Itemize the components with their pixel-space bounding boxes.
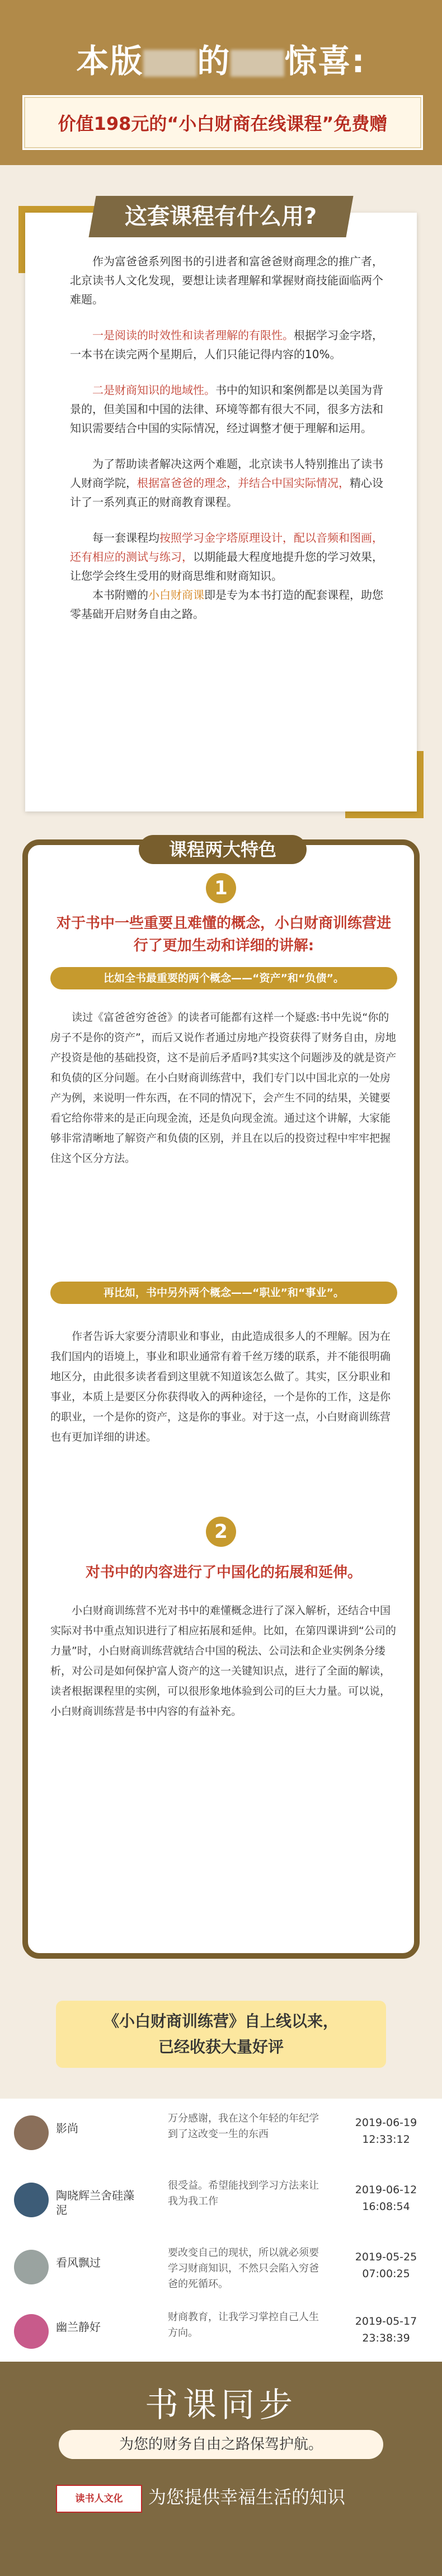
review-date: 2019-06-19 12:33:12	[355, 2117, 417, 2146]
reviewer-name: 陶晓辉兰舍硅藻泥	[56, 2189, 134, 2217]
review-item	[0, 2166, 442, 2239]
reviewer-name: 看风飘过	[56, 2256, 101, 2269]
ribbon-line-2: 已经收获大量好评	[158, 2038, 284, 2056]
ribbon-line-1: 《小白财商训练营》自上线以来，	[103, 2012, 338, 2030]
avatar	[14, 2115, 49, 2150]
concept-pill-2: 再比如，书中另外两个概念——“职业”和“事业”。	[50, 1282, 397, 1304]
gift-subtitle: 价值198元的“小白财商在线课程”免费赠	[22, 95, 423, 150]
paragraph: 本书附赠的小白财商课即是专为本书打造的配套课程，助您零基础开启财务自由之路。	[70, 588, 383, 621]
review-date: 2019-06-12 16:08:54	[355, 2184, 417, 2213]
course-features-card	[22, 839, 420, 1959]
concept-pill-1: 比如全书最重要的两个概念——“资产”和“负债”。	[50, 967, 397, 989]
footer-slogan: 为您提供幸福生活的知识	[148, 2486, 346, 2508]
footer-title: 书课同步	[145, 2386, 297, 2425]
reviewer-name: 幽兰静好	[56, 2320, 101, 2334]
features-tab: 课程两大特色	[139, 835, 307, 864]
number-badge-1: 1	[206, 873, 236, 903]
title-part-2: 的	[197, 42, 231, 80]
feature-text-1: 读过《富爸爸穷爸爸》的读者可能都有这样一个疑惑:书中先说“你的房子不是你的资产”，而后又说作者通过房地产投资获得了财务自由，房地产投资是他的基础投资，这不是前后矛盾吗?其实这个问题涉及的就是资产和负债的区分问题。在小白财商训练营中，我们专门以中国北京的一处房产为例，来说明一件东西，在不同的情况下，会产生不同的结果，关键要看它给你带来的是正向现金流，还是负向现金流。通过这个讲解，大家能够非常清晰地了解资产和负债的区别，并且在以后的投资过程中牢牢把握住这个区分方法。	[50, 1011, 397, 1165]
feature-heading-2: 对书中的内容进行了中国化的拓展和延伸。	[85, 1564, 362, 1581]
section-title: 这套课程有什么用?	[88, 196, 353, 237]
review-item	[0, 2233, 442, 2306]
top-banner	[0, 0, 442, 165]
reviews-ribbon	[56, 2001, 386, 2068]
course-purpose-body	[70, 252, 383, 640]
blurred-text	[231, 50, 284, 77]
review-item	[0, 2099, 442, 2172]
title-part-3: 惊喜:	[284, 42, 366, 80]
avatar	[14, 2314, 49, 2349]
review-content: 很受益。希望能找到学习方法来让我为我工作	[168, 2180, 319, 2207]
review-content: 万分感谢，我在这个年轻的年纪学到了这改变一生的东西	[168, 2113, 319, 2140]
review-content: 要改变自己的现状，所以就必须要学习财商知识，不然只会陷入穷爸爸的死循环。	[168, 2247, 319, 2290]
review-date: 2019-05-25 07:00:25	[355, 2251, 417, 2280]
footer-pill: 为您的财务自由之路保驾护航。	[59, 2430, 383, 2459]
avatar	[14, 2183, 49, 2217]
paragraph: 一是阅读的时效性和读者理解的有限性。根据学习金字塔，一本书在读完两个星期后，人们只能记得内容的10%。	[70, 329, 383, 361]
avatar	[14, 2250, 49, 2284]
review-date: 2019-05-17 23:38:39	[355, 2315, 417, 2344]
footer	[0, 2362, 442, 2576]
title-part-1: 本版	[76, 42, 144, 80]
feature-text-3: 小白财商训练营不光对书中的难懂概念进行了深入解析，还结合中国实际对书中重点知识进行了相应拓展和延伸。比如，在第四课讲到“公司的力量”时，小白财商训练营就结合中国的税法、公司法和企业实例条分缕析，对公司是如何保护富人资产的这一关键知识点，进行了全面的解读，读者根据课程里的实例，可以很形象地体验到公司的巨大力量。可以说，小白财商训练营是书中内容的有益补充。	[50, 1604, 396, 1718]
paragraph: 作为富爸爸系列图书的引进者和富爸爸财商理念的推广者，北京读书人文化发现，要想让读者理解和掌握财商技能面临两个难题。	[70, 255, 383, 306]
publisher-logo: 读书人文化	[56, 2485, 142, 2513]
paragraph: 为了帮助读者解决这两个难题，北京读书人特别推出了读书人财商学院，根据富爸爸的理念，并结合中国实际情况，精心设计了一系列真正的财商教育课程。	[70, 457, 383, 509]
review-item	[0, 2297, 442, 2371]
blurred-text	[143, 50, 197, 77]
banner-title	[0, 35, 442, 82]
paragraph: 二是财商知识的地域性。书中的知识和案例都是以美国为背景的，但美国和中国的法律、环境等都有很大不同，很多方法和知识需要结合中国的实际情况，经过调整才便于理解和运用。	[70, 383, 383, 435]
review-content: 财商教育，让我学习掌控自己人生方向。	[168, 2311, 319, 2339]
number-badge-2: 2	[206, 1517, 236, 1547]
course-purpose-card	[25, 204, 417, 811]
paragraph: 每一套课程均按照学习金字塔原理设计，配以音频和图画，还有相应的测试与练习，以期能最大程度地提升您的学习效果，让您学会终生受用的财商思维和财商知识。	[70, 531, 383, 583]
feature-heading-1: 对于书中一些重要且难懂的概念，小白财商训练营进行了更加生动和详细的讲解:	[56, 915, 391, 954]
reviewer-name: 影尚	[56, 2122, 78, 2135]
feature-text-2: 作者告诉大家要分清职业和事业，由此造成很多人的不理解。因为在我们国内的语境上，事业和职业通常有着千丝万缕的联系，并不能很明确地区分，由此很多读者看到这里就不知道该怎么做了。其实，区分职业和事业，本质上是要区分你获得收入的两种途径，一个是你的工作，这是你的职业，一个是你的资产，这是你的事业。对于这一点，小白财商训练营也有更加详细的讲述。	[50, 1330, 391, 1443]
